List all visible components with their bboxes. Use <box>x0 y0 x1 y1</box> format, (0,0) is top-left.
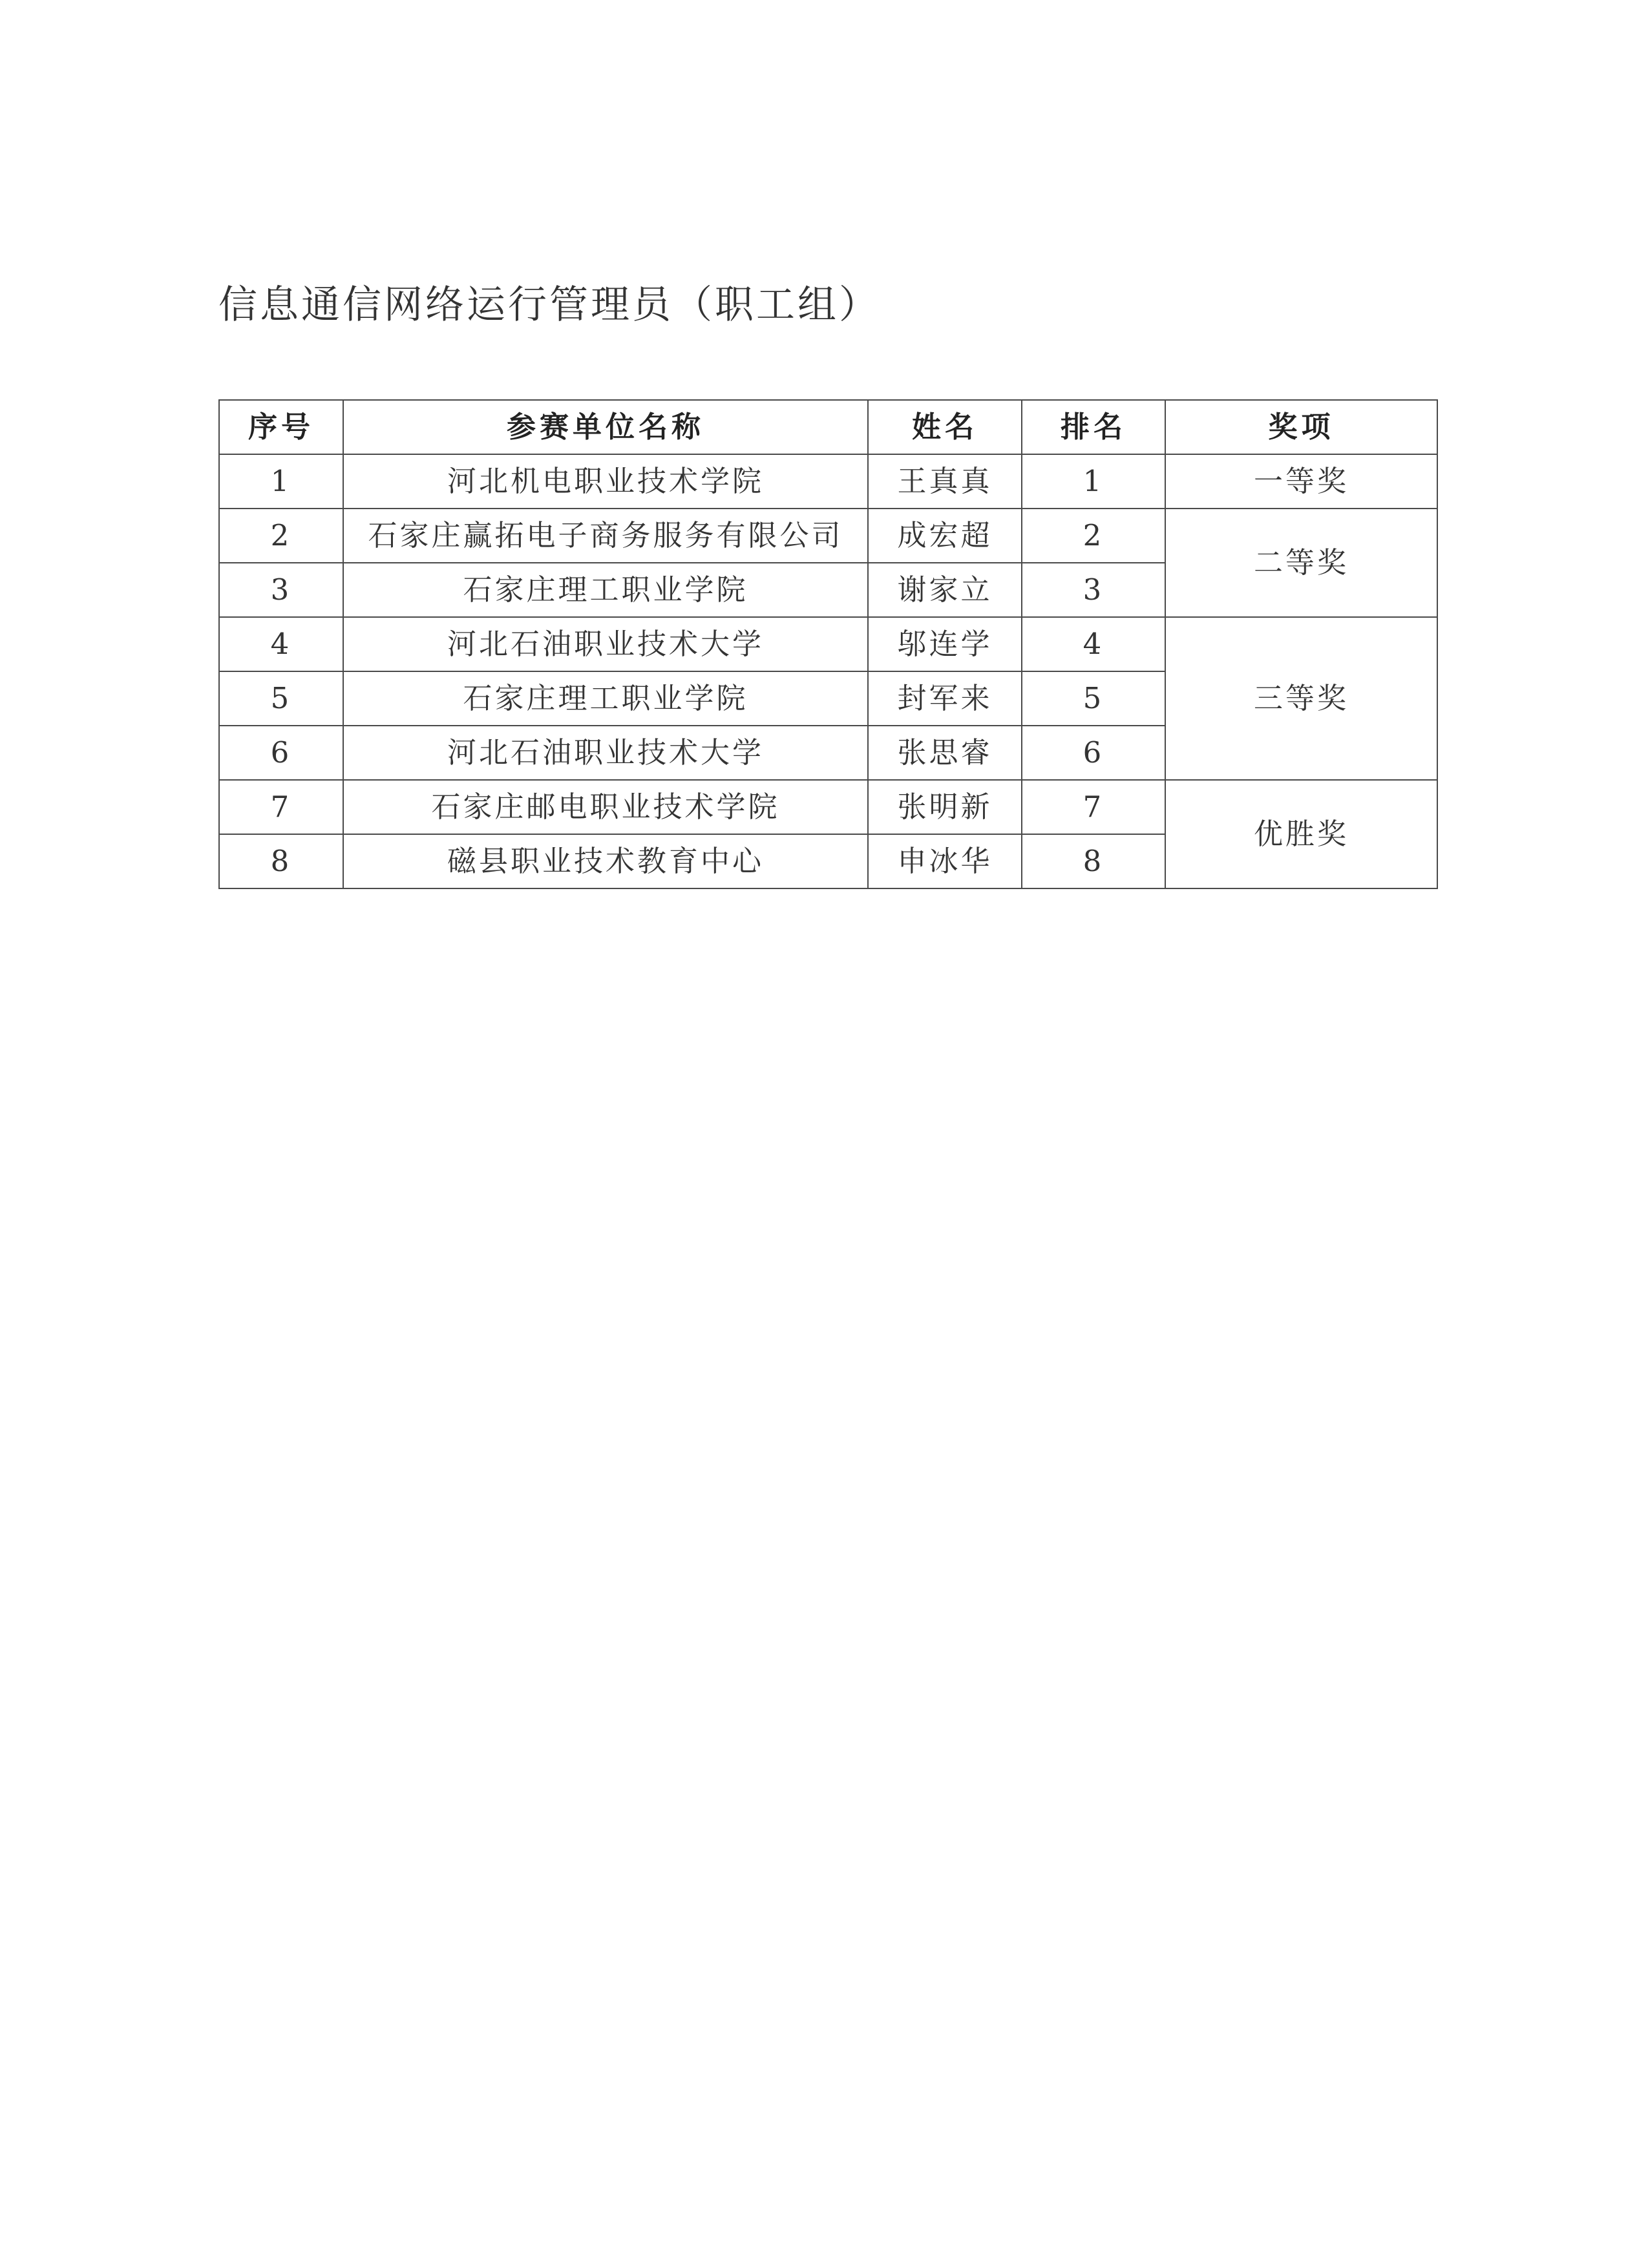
cell-unit: 磁县职业技术教育中心 <box>343 834 868 888</box>
cell-unit: 河北石油职业技术大学 <box>343 617 868 671</box>
cell-seq: 1 <box>219 454 343 509</box>
header-seq: 序号 <box>219 400 343 454</box>
header-rank: 排名 <box>1022 400 1165 454</box>
cell-award: 优胜奖 <box>1165 780 1437 888</box>
cell-rank: 6 <box>1022 726 1165 780</box>
table-header-row <box>219 400 1437 454</box>
cell-award: 二等奖 <box>1165 509 1437 617</box>
table-row <box>219 617 1437 671</box>
cell-seq: 7 <box>219 780 343 834</box>
cell-award: 一等奖 <box>1165 454 1437 509</box>
cell-unit: 石家庄理工职业学院 <box>343 563 868 617</box>
cell-unit: 河北石油职业技术大学 <box>343 726 868 780</box>
page-title: 信息通信网络运行管理员（职工组） <box>218 282 880 328</box>
header-award: 奖项 <box>1165 400 1437 454</box>
cell-seq: 5 <box>219 671 343 726</box>
results-table <box>218 399 1438 889</box>
cell-seq: 4 <box>219 617 343 671</box>
cell-rank: 5 <box>1022 671 1165 726</box>
cell-name: 邬连学 <box>868 617 1022 671</box>
cell-rank: 1 <box>1022 454 1165 509</box>
cell-rank: 8 <box>1022 834 1165 888</box>
table-row <box>219 509 1437 563</box>
cell-name: 张明新 <box>868 780 1022 834</box>
cell-unit: 石家庄邮电职业技术学院 <box>343 780 868 834</box>
cell-seq: 2 <box>219 509 343 563</box>
cell-rank: 4 <box>1022 617 1165 671</box>
cell-seq: 6 <box>219 726 343 780</box>
header-name: 姓名 <box>868 400 1022 454</box>
cell-name: 成宏超 <box>868 509 1022 563</box>
table-row <box>219 780 1437 834</box>
cell-name: 张思睿 <box>868 726 1022 780</box>
cell-name: 王真真 <box>868 454 1022 509</box>
cell-unit: 石家庄理工职业学院 <box>343 671 868 726</box>
cell-rank: 3 <box>1022 563 1165 617</box>
cell-rank: 7 <box>1022 780 1165 834</box>
cell-seq: 3 <box>219 563 343 617</box>
header-unit: 参赛单位名称 <box>343 400 868 454</box>
cell-name: 申冰华 <box>868 834 1022 888</box>
cell-name: 谢家立 <box>868 563 1022 617</box>
cell-seq: 8 <box>219 834 343 888</box>
table-row <box>219 454 1437 509</box>
cell-unit: 石家庄赢拓电子商务服务有限公司 <box>343 509 868 563</box>
cell-name: 封军来 <box>868 671 1022 726</box>
cell-award: 三等奖 <box>1165 617 1437 780</box>
cell-rank: 2 <box>1022 509 1165 563</box>
cell-unit: 河北机电职业技术学院 <box>343 454 868 509</box>
